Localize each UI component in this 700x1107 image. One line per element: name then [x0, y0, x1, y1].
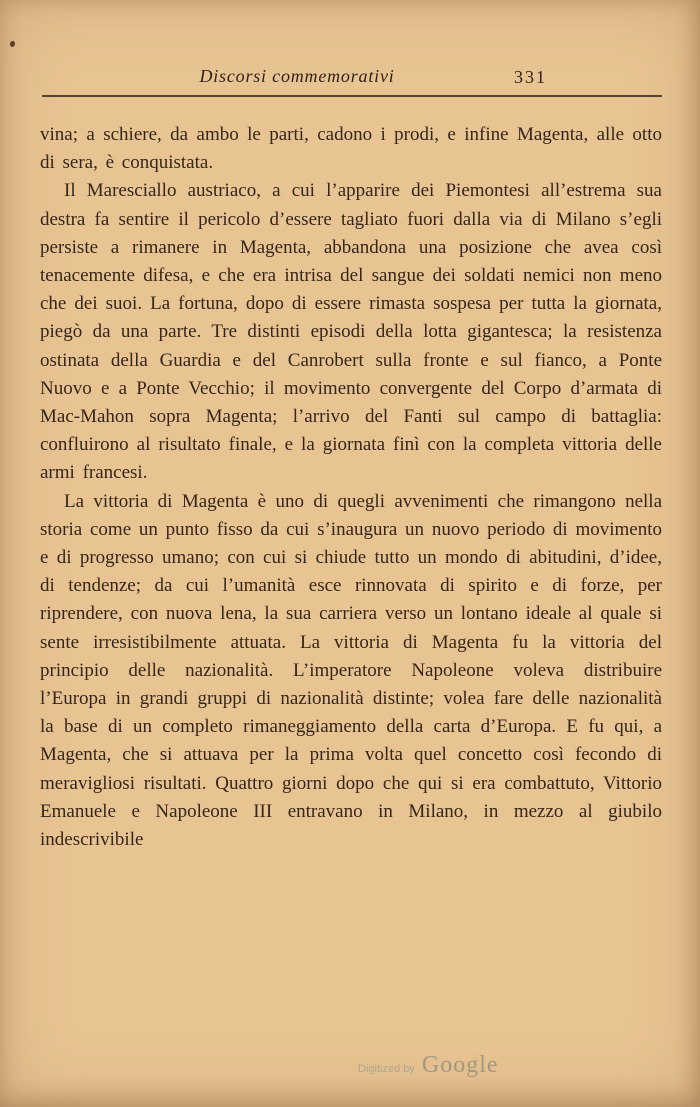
page-header	[42, 66, 662, 92]
watermark-prefix: Digitized by	[358, 1063, 415, 1075]
google-logo: Google	[421, 1052, 499, 1078]
paragraph: La vittoria di Magenta è uno di quegli avvenimenti che rimangono nella storia come un punto fisso da cui s’inaugura un nuovo periodo di movimento e di progresso umano; con cui si chiude tutto un mondo di abitudini, d’idee, di tendenze; da cui l’umanità esce rinnovata di spirito e di forze, per riprendere, con nuova lena, la sua carriera verso un lontano ideale al quale si sente irresistibilmente attuata. La vittoria di Magenta fu la vittoria del principio delle nazionalità. L’imperatore Napoleone voleva distribuire l’Europa in grandi gruppi di nazionalità distinte; volea fare delle nazionalità la base di un completo rimaneggiamento della carta d’Europa. E fu qui, a Magenta, che si attuava per la prima volta quel concetto così fecondo di meravigliosi risultati. Quattro giorni dopo che qui si era combattuto, Vittorio Emanuele e Napoleone III entravano in Milano, in mezzo al giubilo indescrivibile	[40, 490, 662, 851]
header-rule	[42, 95, 662, 97]
page-number: 331	[514, 67, 547, 87]
digitized-watermark	[358, 1052, 499, 1079]
page-body	[40, 121, 662, 854]
ink-speck	[10, 41, 15, 47]
paragraph: vina; a schiere, da ambo le parti, cadono i prodi, e infine Magenta, alle otto di sera, è conquistata.	[40, 124, 662, 174]
running-head-title: Discorsi commemorativi	[199, 66, 395, 86]
paragraph: Il Maresciallo austriaco, a cui l’apparire dei Piemontesi all’estrema sua destra fa sentire il pericolo d’essere tagliato fuori dalla via di Milano s’egli persiste a rimanere in Magenta, abbandona una posizione che avea così tenacemente difesa, e che era intrisa del sangue dei soldati nemici non meno che dei suoi. La fortuna, dopo di essere rimasta sospesa per tutta la giornata, piegò da una parte. Tre distinti episodi della lotta gigantesca; la resistenza ostinata della Guardia e del Canrobert sulla fronte e sul fianco, a Ponte Nuovo e a Ponte Vecchio; il movimento convergente del Corpo d’armata di Mac-Mahon sopra Magenta; l’arrivo del Fanti sul campo di battaglia: confluirono al risultato finale, e la giornata finì con la completa vittoria delle armi francesi.	[40, 180, 662, 484]
